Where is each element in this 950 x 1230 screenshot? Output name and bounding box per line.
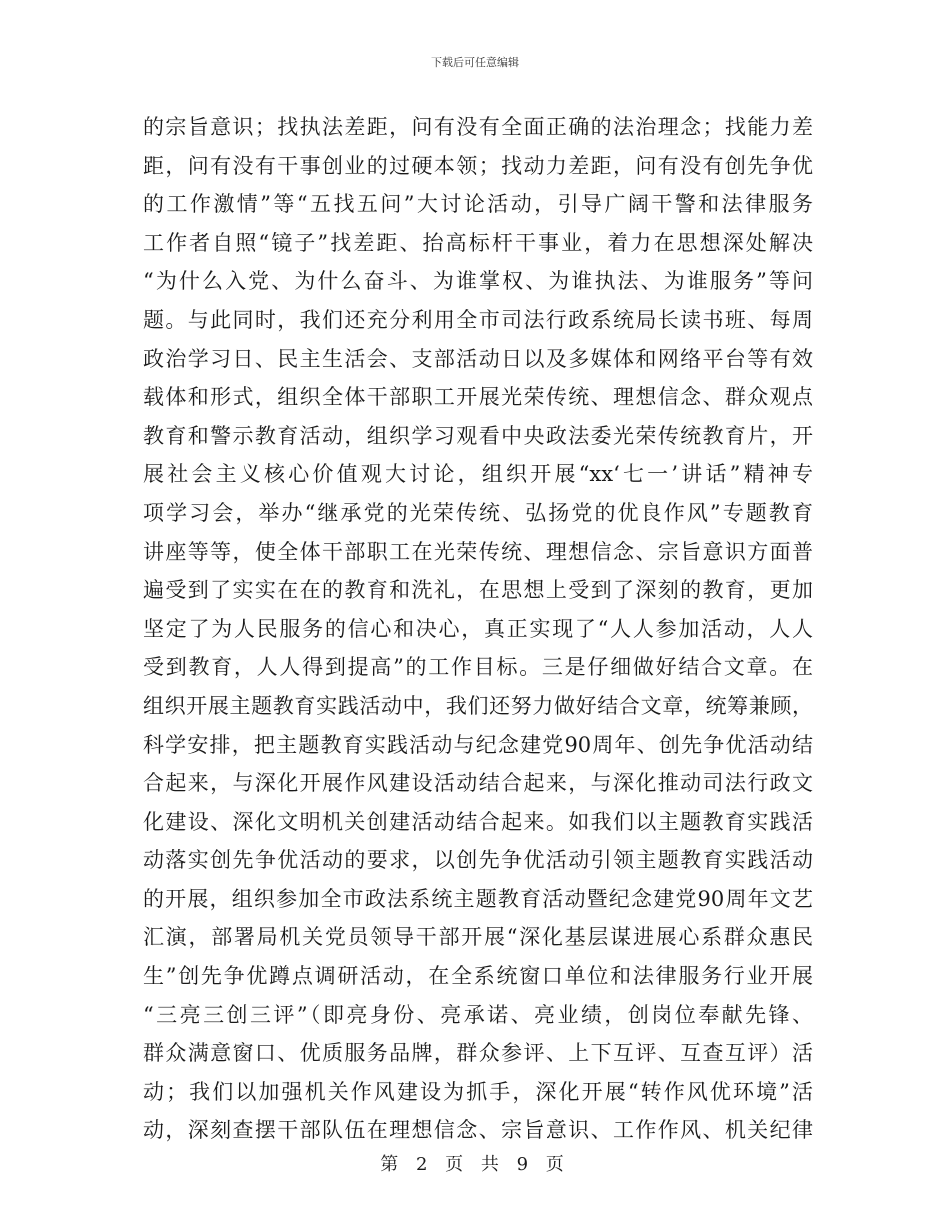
body-line: 讲座等等，使全体干部职工在光荣传统、理想信念、宗旨意识方面普 xyxy=(143,539,813,564)
body-line: 动，深刻查摆干部队伍在理想信念、宗旨意识、工作作风、机关纪律 xyxy=(143,1118,813,1143)
body-line: 距，问有没有干事创业的过硬本领；找动力差距，问有没有创先争优 xyxy=(143,153,813,178)
body-line: 题。与此同时，我们还充分利用全市司法行政系统局长读书班、每周 xyxy=(143,307,813,332)
page-footer: 第 2 页 共 9 页 xyxy=(380,1154,570,1175)
body-line: 生”创先争优蹲点调研活动，在全系统窗口单位和法律服务行业开展 xyxy=(143,964,813,989)
body-line: 的宗旨意识；找执法差距，问有没有全面正确的法治理念；找能力差 xyxy=(143,115,813,139)
body-line: 遍受到了实实在在的教育和洗礼，在思想上受到了深刻的教育，更加 xyxy=(143,578,813,603)
body-line: 载体和形式，组织全体干部职工开展光荣传统、理想信念、群众观点 xyxy=(143,385,813,410)
page-header: 下载后可任意编辑 xyxy=(431,56,519,69)
body-line: “为什么入党、为什么奋斗、为谁掌权、为谁执法、为谁服务”等问 xyxy=(143,269,813,294)
body-text xyxy=(143,108,813,1150)
body-line: 项学习会，举办“继承党的光荣传统、弘扬党的优良作风”专题教育 xyxy=(143,500,813,525)
body-line: 受到教育，人人得到提高”的工作目标。三是仔细做好结合文章。在 xyxy=(143,655,813,680)
body-line: 坚定了为人民服务的信心和决心，真正实现了“人人参加活动，人人 xyxy=(143,616,813,641)
body-line: 组织开展主题教育实践活动中，我们还努力做好结合文章，统筹兼顾， xyxy=(143,693,813,718)
body-line: 动落实创先争优活动的要求，以创先争优活动引领主题教育实践活动 xyxy=(143,848,813,873)
body-line: 工作者自照“镜子”找差距、抬高标杆干事业，着力在思想深处解决 xyxy=(143,230,813,255)
body-line: 的开展，组织参加全市政法系统主题教育活动暨纪念建党90周年文艺 xyxy=(143,886,813,911)
body-line: 教育和警示教育活动，组织学习观看中央政法委光荣传统教育片，开 xyxy=(143,423,813,448)
body-line: 科学安排，把主题教育实践活动与纪念建党90周年、创先争优活动结 xyxy=(143,732,813,757)
body-line: 展社会主义核心价值观大讨论，组织开展“xx‘七一’讲话”精神专 xyxy=(143,462,813,487)
body-line: 合起来，与深化开展作风建设活动结合起来，与深化推动司法行政文 xyxy=(143,771,813,796)
body-line: 群众满意窗口、优质服务品牌，群众参评、上下互评、互查互评）活 xyxy=(143,1041,813,1066)
body-line: 政治学习日、民主生活会、支部活动日以及多媒体和网络平台等有效 xyxy=(143,346,813,371)
body-line: 的工作激情”等“五找五问”大讨论活动，引导广阔干警和法律服务 xyxy=(143,192,813,217)
body-line: 化建设、深化文明机关创建活动结合起来。如我们以主题教育实践活 xyxy=(143,809,813,834)
body-line: “三亮三创三评”（即亮身份、亮承诺、亮业绩，创岗位奉献先锋、 xyxy=(143,1002,813,1027)
body-line: 汇演，部署局机关党员领导干部开展“深化基层谋进展心系群众惠民 xyxy=(143,925,813,950)
body-line: 动；我们以加强机关作风建设为抓手，深化开展“转作风优环境”活 xyxy=(143,1079,813,1104)
